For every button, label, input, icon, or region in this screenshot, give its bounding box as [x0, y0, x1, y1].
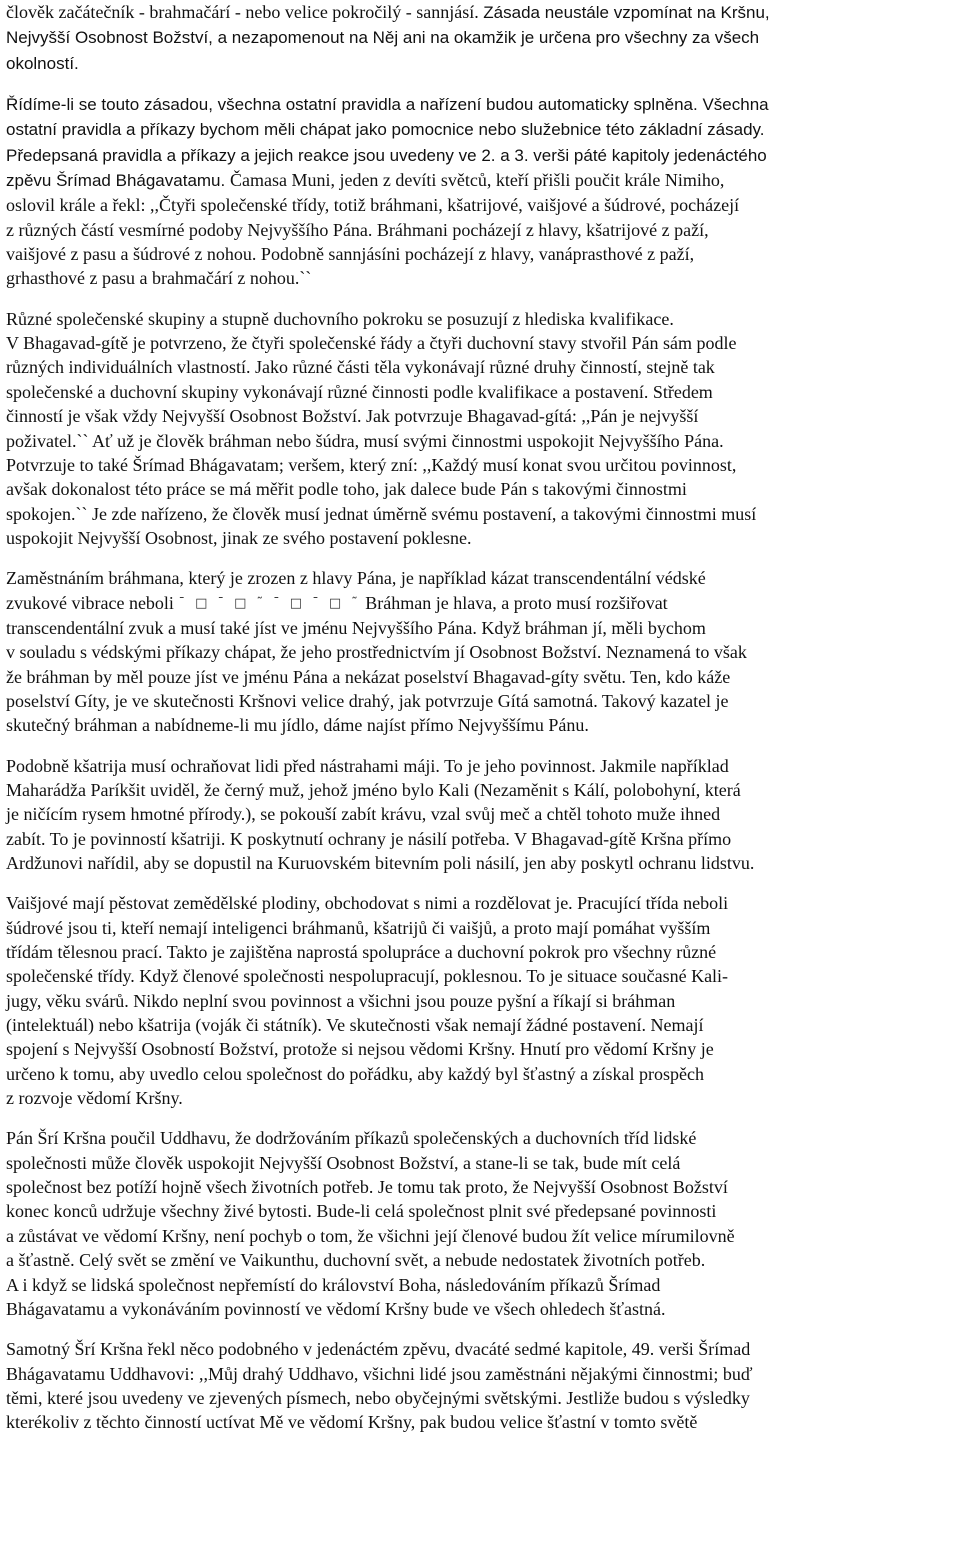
- text-run: zvukové vibrace neboli: [6, 592, 179, 613]
- text-line: [6, 168, 956, 193]
- text-run: zpěvu Šrímad Bhágavatamu.: [6, 171, 230, 191]
- text-line: [6, 778, 956, 802]
- text-run: Podobně kšatrija musí ochraňovat lidi před nástrahami máji. To je jeho povinnost. Jakmile například: [6, 755, 729, 776]
- text-run: V Bhagavad-gítě je potvrzeno, že čtyři společenské řády a čtyři duchovní stavy stvořil Pán sám podle: [6, 333, 737, 354]
- text-line: [6, 143, 956, 168]
- text-line: [6, 1199, 956, 1223]
- text-run: společenské a duchovní skupiny vykonávají různé činnosti podle kvalifikace a postavení. Středem: [6, 381, 713, 402]
- text-run: šúdrové jsou ti, kteří nemají inteligenci bráhmanů, kšatrijů či vaišjů, a proto mají pomáhat vyšším: [6, 917, 711, 938]
- text-run: zabít. To je povinností kšatriji. K poskytnutí ochrany je násilí potřeba. V Bhagavad-gítě Kršna přímo: [6, 828, 732, 849]
- paragraph: [6, 92, 956, 291]
- text-run: je ničícím rysem hmotné přírody.), se pokouší zabít krávu, vzal svůj meč a chtěl tohoto muže ihned: [6, 804, 721, 825]
- text-run: skutečný bráhman a nabídneme-li mu jídlo, dáme najíst přímo Nejvyššímu Pánu.: [6, 715, 589, 736]
- text-line: [6, 380, 956, 404]
- text-line: [6, 404, 956, 428]
- text-run: uspokojit Nejvyšší Osobnost, jinak ze svého postavení poklesne.: [6, 527, 472, 548]
- text-run: určeno k tomu, aby uvedlo celou společnost do pořádku, aby každý byl šťastný a získal prospěch: [6, 1063, 705, 1084]
- paragraph: [6, 0, 956, 76]
- text-run: Zaměstnáním bráhmana, který je zrozen z hlavy Pána, je například kázat transcendentální védské: [6, 568, 706, 589]
- text-run: Řídíme-li se touto zásadou, všechna ostatní pravidla a nařízení budou automaticky splněna.: [6, 95, 703, 115]
- text-line: [6, 1386, 956, 1410]
- text-run: Maharádža Paríkšit uviděl, že černý muž, jehož jméno bylo Kali (Nezaměnit s Kálí, polobohyní, která: [6, 779, 741, 800]
- text-line: [6, 916, 956, 940]
- text-line: [6, 0, 956, 25]
- text-line: [6, 713, 956, 737]
- text-run: spokojen.`` Je zde nařízeno, že člověk musí jednat úměrně svému postavení, a takovými činnostmi musí: [6, 503, 757, 524]
- text-run: společenské třídy. Když členové společnosti nespolupracují, poklesnou. To je situace současné Kali-: [6, 966, 729, 987]
- text-run: poselství Gíty, je ve skutečnosti Kršnovi velice drahý, jak potvrzuje Gítá samotná. Takový kazatel je: [6, 690, 729, 711]
- text-run: (intelektuál) nebo kšatrija (voják či státník). Ve skutečnosti však nemají žádné postavení. Nemají: [6, 1015, 704, 1036]
- text-run: vaišjové z pasu a šúdrové z nohou. Podobně sannjásíni pocházejí z hlavy, vanáprasthové z paží,: [6, 244, 695, 265]
- text-line: [6, 1224, 956, 1248]
- text-run: z různých částí vesmírné podoby Nejvyššího Pána. Bráhmani pocházejí z hlavy, kšatrijové z paží,: [6, 219, 709, 240]
- text-line: [6, 266, 956, 290]
- unrendered-sanskrit-glyphs: ¯ □ ¯ □ ˜ ¯ □ ¯ □ ˜: [178, 595, 361, 611]
- text-run: Nejvyšší Osobnost Božství, a nezapomenout na Něj ani na okamžik je určena pro všechny za všech: [6, 28, 760, 48]
- text-line: [6, 193, 956, 217]
- text-run: v souladu s védskými příkazy chápat, že jeho prostřednictvím jí Osobnost Božství. Neznamená to však: [6, 642, 747, 663]
- text-line: [6, 1062, 956, 1086]
- text-run: konec konců udržuje všechny živé bytosti. Bude-li celá společnost plnit své předepsané povinnosti: [6, 1201, 717, 1222]
- text-run: společnost bez potíží hojně všech životních potřeb. Je tomu tak proto, že Nejvyšší Osobnost Božství: [6, 1177, 728, 1198]
- text-line: [6, 477, 956, 501]
- text-run: A i když se lidská společnost nepřemístí do království Boha, následováním příkazů Šrímad: [6, 1274, 661, 1295]
- text-run: těmi, které jsou uvedeny ve zjevených písmech, nebo obyčejnými světskými. Jestliže budou s výsledky: [6, 1387, 750, 1408]
- text-line: [6, 307, 956, 331]
- text-run: společnosti může člověk uspokojit Nejvyšší Osobnost Božství, a stane-li se tak, bude mít celá: [6, 1152, 681, 1173]
- paragraph: [6, 1337, 956, 1434]
- text-line: [6, 802, 956, 826]
- text-line: [6, 1126, 956, 1150]
- text-line: [6, 891, 956, 915]
- text-line: [6, 1362, 956, 1386]
- text-run: ostatní pravidla a příkazy bychom měli chápat jako pomocnice nebo služebnice této základní zásady.: [6, 120, 765, 140]
- text-line: [6, 242, 956, 266]
- text-line: [6, 117, 956, 142]
- text-line: [6, 502, 956, 526]
- text-line: [6, 1273, 956, 1297]
- text-line: [6, 1297, 956, 1321]
- text-run: různých individuálních vlastností. Jako různé části těla vykonávají různé druhy činností, stejně tak: [6, 357, 715, 378]
- paragraph: [6, 754, 956, 876]
- text-run: Samotný Šrí Kršna řekl něco podobného v jedenáctém zpěvu, dvacáté sedmé kapitole, 49. verši Šrímad: [6, 1339, 751, 1360]
- text-run: Potvrzuje to také Šrímad Bhágavatam; veršem, který zní: ,,Každý musí konat svou určitou povinnost,: [6, 454, 737, 475]
- text-run: Bhágavatamu a vykonáváním povinností ve vědomí Kršny bude ve všech ohledech šťastná.: [6, 1298, 666, 1319]
- text-line: [6, 640, 956, 664]
- text-run: grhasthové z pasu a brahmačárí z nohou.``: [6, 268, 312, 289]
- text-run: a zůstávat ve vědomí Kršny, není pochyb o tom, že všichni její členové budou žít velice mírumilovně: [6, 1225, 735, 1246]
- text-line: [6, 1410, 956, 1434]
- paragraph: [6, 566, 956, 737]
- text-line: [6, 566, 956, 590]
- text-line: [6, 453, 956, 477]
- text-line: [6, 1248, 956, 1272]
- text-run: jugy, věku svárů. Nikdo neplní svou povinnost a všichni jsou pouze pyšní a říkají si bráhman: [6, 990, 676, 1011]
- text-run: kterékoliv z těchto činností uctívat Mě ve vědomí Kršny, pak budou velice šťastní v tomto světě: [6, 1412, 698, 1433]
- text-run: a šťastně. Celý svět se změní ve Vaikunthu, duchovní svět, a nebude nedostatek životních potřeb.: [6, 1250, 706, 1271]
- text-run: třídám tělesnou prací. Takto je zajištěna naprostá spolupráce a duchovní pokrok pro všechny různé: [6, 942, 717, 963]
- text-run: transcendentální zvuk a musí také jíst ve jménu Nejvyššího Pána. Když bráhman jí, měli bychom: [6, 617, 706, 638]
- text-run: z rozvoje vědomí Kršny.: [6, 1088, 183, 1109]
- text-run: spojení s Nejvyšší Osobností Božství, protože si nejsou vědomi Kršny. Hnutí pro vědomí Kršny je: [6, 1039, 714, 1060]
- text-line: [6, 940, 956, 964]
- text-run: že bráhman by měl pouze jíst ve jménu Pána a nekázat poselství Bhagavad-gíty světu. Ten, kdo káže: [6, 666, 731, 687]
- text-line: [6, 1151, 956, 1175]
- text-line: [6, 851, 956, 875]
- paragraph: [6, 307, 956, 550]
- text-run: Ardžunovi nařídil, aby se dopustil na Kuruovském bitevním poli násilí, jen aby poskytl ochranu lidstvu.: [6, 853, 755, 873]
- text-run: Bráhman je hlava, a proto musí rozšiřovat: [360, 592, 668, 613]
- text-line: [6, 616, 956, 640]
- text-line: [6, 989, 956, 1013]
- text-line: [6, 429, 956, 453]
- text-run: Předepsaná pravidla a příkazy a jejich reakce jsou uvedeny ve 2. a 3. verši páté kapitoly jedenáctého: [6, 145, 767, 165]
- text-line: [6, 92, 956, 117]
- text-line: [6, 1337, 956, 1361]
- text-line: [6, 964, 956, 988]
- text-run: Pán Šrí Kršna poučil Uddhavu, že dodržováním příkazů společenských a duchovních tříd lidské: [6, 1128, 697, 1149]
- text-line: [6, 218, 956, 242]
- text-run: poživatel.`` Ať už je člověk bráhman nebo šúdra, musí svými činnostmi uspokojit Nejvyššího Pána.: [6, 430, 724, 451]
- text-line: [6, 51, 956, 76]
- text-run: avšak dokonalost této práce se má měřit podle toho, jak dalece bude Pán s takovými činnostmi: [6, 479, 687, 500]
- text-line: [6, 25, 956, 50]
- text-line: [6, 526, 956, 550]
- text-run: Všechna: [702, 95, 769, 115]
- text-run: Čamasa Muni, jeden z devíti světců, kteří přišli poučit krále Nimiho,: [229, 170, 725, 191]
- text-line: [6, 1037, 956, 1061]
- text-line: [6, 591, 956, 616]
- text-line: [6, 355, 956, 379]
- text-line: [6, 1013, 956, 1037]
- text-line: [6, 754, 956, 778]
- text-run: činností je však vždy Nejvyšší Osobnost Božství. Jak potvrzuje Bhagavad-gítá: ,,Pán je nejvyšší: [6, 406, 699, 427]
- text-run: Různé společenské skupiny a stupně duchovního pokroku se posuzují z hlediska kvalifikace.: [6, 308, 674, 329]
- text-run: okolností.: [6, 53, 79, 73]
- text-line: [6, 665, 956, 689]
- text-run: Vaišjové mají pěstovat zemědělské plodiny, obchodovat s nimi a rozdělovat je. Pracující třída neboli: [6, 893, 729, 914]
- text-line: [6, 1086, 956, 1110]
- text-line: [6, 331, 956, 355]
- text-line: [6, 689, 956, 713]
- text-run: člověk začátečník - brahmačárí - nebo velice pokročilý - sannjásí.: [6, 2, 484, 22]
- text-run: Bhágavatamu Uddhavovi: ,,Můj drahý Uddhavo, všichni lidé jsou zaměstnáni nějakými činnostmi; buď: [6, 1363, 753, 1384]
- text-line: [6, 1175, 956, 1199]
- text-run: Zásada neustále vzpomínat na Kršnu,: [483, 3, 770, 22]
- paragraph: [6, 891, 956, 1110]
- text-line: [6, 827, 956, 851]
- paragraph: [6, 1126, 956, 1321]
- text-run: oslovil krále a řekl: ,,Čtyři společenské třídy, totiž bráhmani, kšatrijové, vaišjové a šúdrové, pocházejí: [6, 195, 740, 216]
